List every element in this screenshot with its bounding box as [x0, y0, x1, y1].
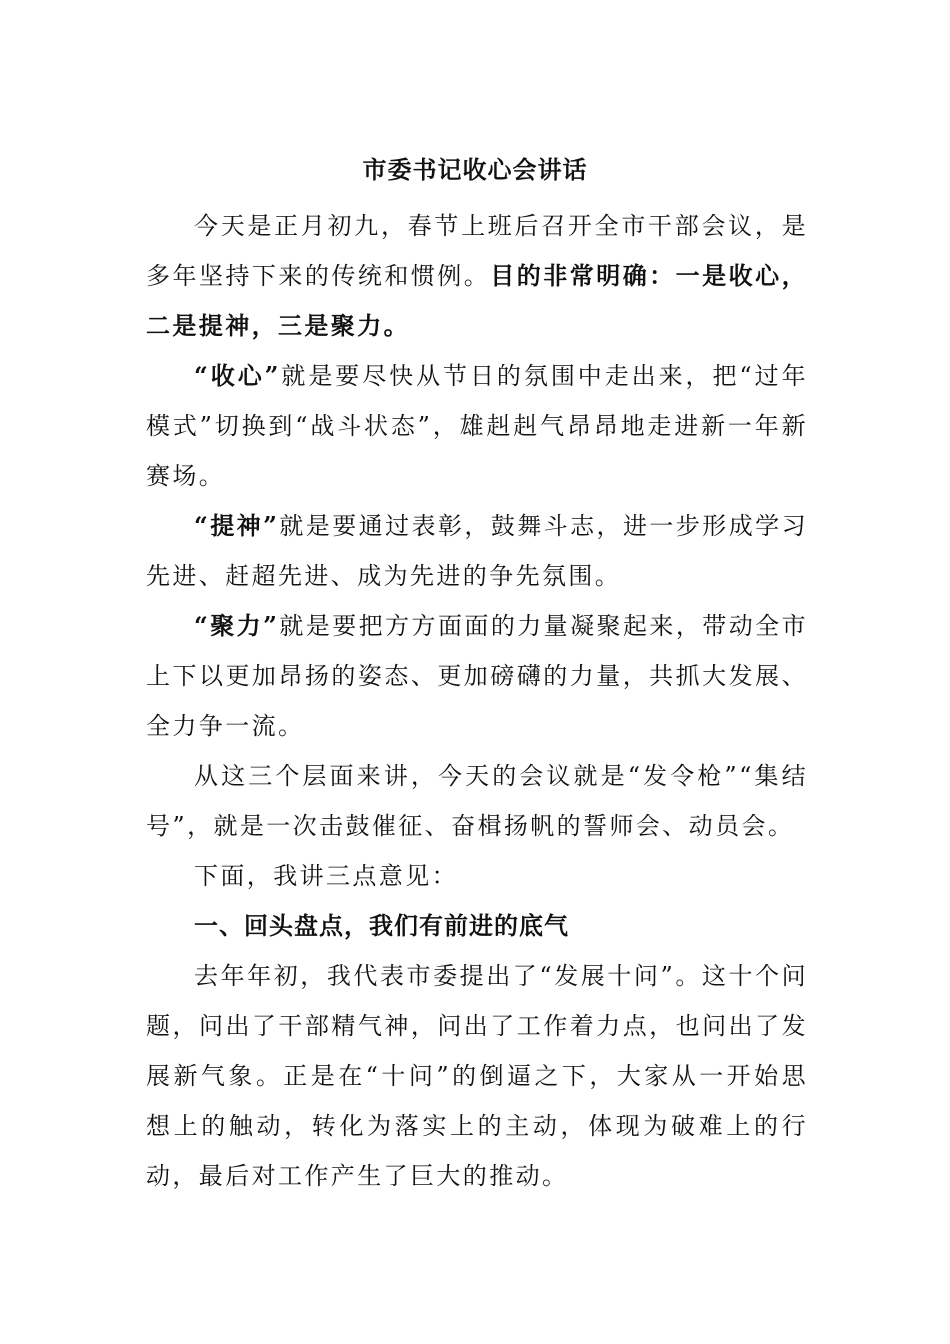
document-body	[146, 201, 808, 1201]
paragraph-text: 就是要尽快从节日的氛围中走出来，把“过年模式”切换到“战斗状态”，雄赳赳气昂昂地走进新一年新赛场。	[146, 362, 808, 490]
paragraph-meeting: 从这三个层面来讲，今天的会议就是“发令枪”“集结号”，就是一次击鼓催征、奋楫扬帆的誓师会、动员会。	[146, 762, 808, 840]
paragraph-shouxin	[146, 351, 808, 501]
paragraph-tishen	[146, 501, 808, 601]
paragraph-juli	[146, 601, 808, 751]
paragraph-bold-lead: “提神”	[194, 511, 280, 540]
paragraph-review: 去年年初，我代表市委提出了“发展十问”。这十个问题，问出了干部精气神，问出了工作着力点，也问出了发展新气象。正是在“十问”的倒逼之下，大家从一开始思想上的触动，转化为落实上的主动，体现为破难上的行动，最后对工作产生了巨大的推动。	[146, 962, 808, 1190]
paragraph-bold-lead: “收心”	[194, 361, 281, 390]
paragraph-bold-text: 目的非常明确：一是收心，二是提神，三是聚力。	[146, 261, 808, 340]
paragraph-text: 就是要把方方面面的力量凝聚起来，带动全市上下以更加昂扬的姿态、更加磅礴的力量，共抓大发展、全力争一流。	[146, 612, 808, 740]
paragraph-outline: 下面，我讲三点意见：	[194, 862, 458, 890]
section-heading: 一、回头盘点，我们有前进的底气	[194, 912, 569, 940]
paragraph-text: 就是要通过表彰，鼓舞斗志，进一步形成学习先进、赶超先进、成为先进的争先氛围。	[146, 512, 808, 590]
paragraph-intro	[146, 201, 808, 351]
document-title: 市委书记收心会讲话	[362, 156, 588, 184]
paragraph-bold-lead: “聚力”	[194, 611, 280, 640]
paragraph-text: 今天是正月初九，春节上班后召开全市干部会议，是多年坚持下来的传统和惯例。	[146, 212, 808, 290]
